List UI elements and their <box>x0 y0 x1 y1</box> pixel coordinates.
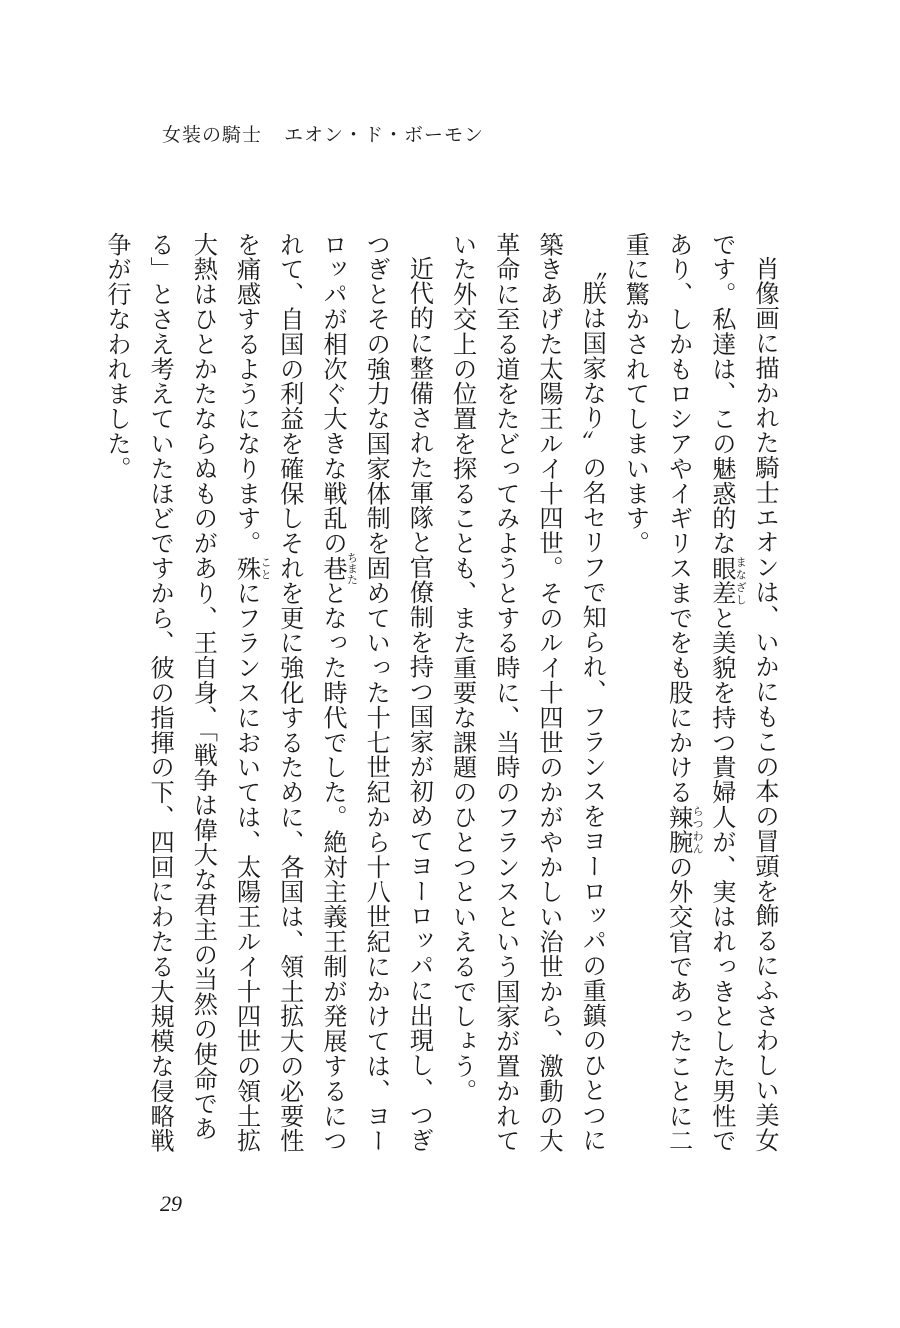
text-run: 肖像画に描かれた騎士エオンは、いかにもこの本の冒頭を飾るにふさわしい美女です。私達は、この魅惑的な <box>707 232 779 1153</box>
furigana: まなざし <box>734 555 748 606</box>
ruby-word: 辣腕らつわん <box>664 804 705 855</box>
paragraph <box>613 232 786 1162</box>
text-run: 〝朕は国家なり〟の名セリフで知られ、フランスをヨーロッパの重鎮のひとつに築きあげた太陽王ルイ十四世。そのルイ十四世のかがやかしい治世から、激動の大革命に至る道をたどってみようとする時に、当時のフランスという国家が置かれていた外交上の位置を探ることも、また重要な課題のひとつといえるでしょう。 <box>448 232 607 1154</box>
text-run: となった時代でした。絶対主義王制が発展するにつれて、自国の利益を確保しそれを更に強化するために、各国は、領土拡大の必要性を痛感するようになります。 <box>232 232 347 1154</box>
text-run: 近代的に整備された軍隊と官僚制を持つ国家が初めてヨーロッパに出現し、つぎつぎとその強力な国家体制を固めていった十七世紀から十八世紀にかけては、ヨーロッパが相次ぐ大きな戦乱の <box>318 232 434 1154</box>
furigana: らつわん <box>691 804 705 855</box>
ruby-word: 殊こと <box>232 555 273 581</box>
book-title: 女装の騎士 <box>162 124 263 146</box>
text-run: にフランスにおいては、太陽王ルイ十四世の領土拡大熱はひとかたならぬものがあり、王自身、「戦争は偉大な君主の当然の使命である」とさえ考えていたほどですから、彼の指揮の下、四回にわたる大規模な侵略戦争が行なわれました。 <box>102 232 261 1154</box>
text-run: と美貌を持つ貴婦人が、実はれっきとした男性であり、しかもロシアやイギリスまでをも股にかける <box>664 232 736 1154</box>
paragraph <box>95 232 441 1162</box>
chapter-subject: エオン・ド・ボーモン <box>284 124 485 146</box>
text-run: の外交官であったことに二重に驚かされてしまいます。 <box>621 232 693 1154</box>
paragraph <box>440 232 613 1162</box>
ruby-word: 巷ちまた <box>318 551 359 585</box>
page-number: 29 <box>160 1191 182 1216</box>
vertical-body-text <box>102 232 786 1162</box>
ruby-word: 眼差まなざし <box>707 555 748 606</box>
furigana: ちまた <box>345 551 359 585</box>
running-head <box>162 120 484 147</box>
furigana: こと <box>259 555 273 581</box>
